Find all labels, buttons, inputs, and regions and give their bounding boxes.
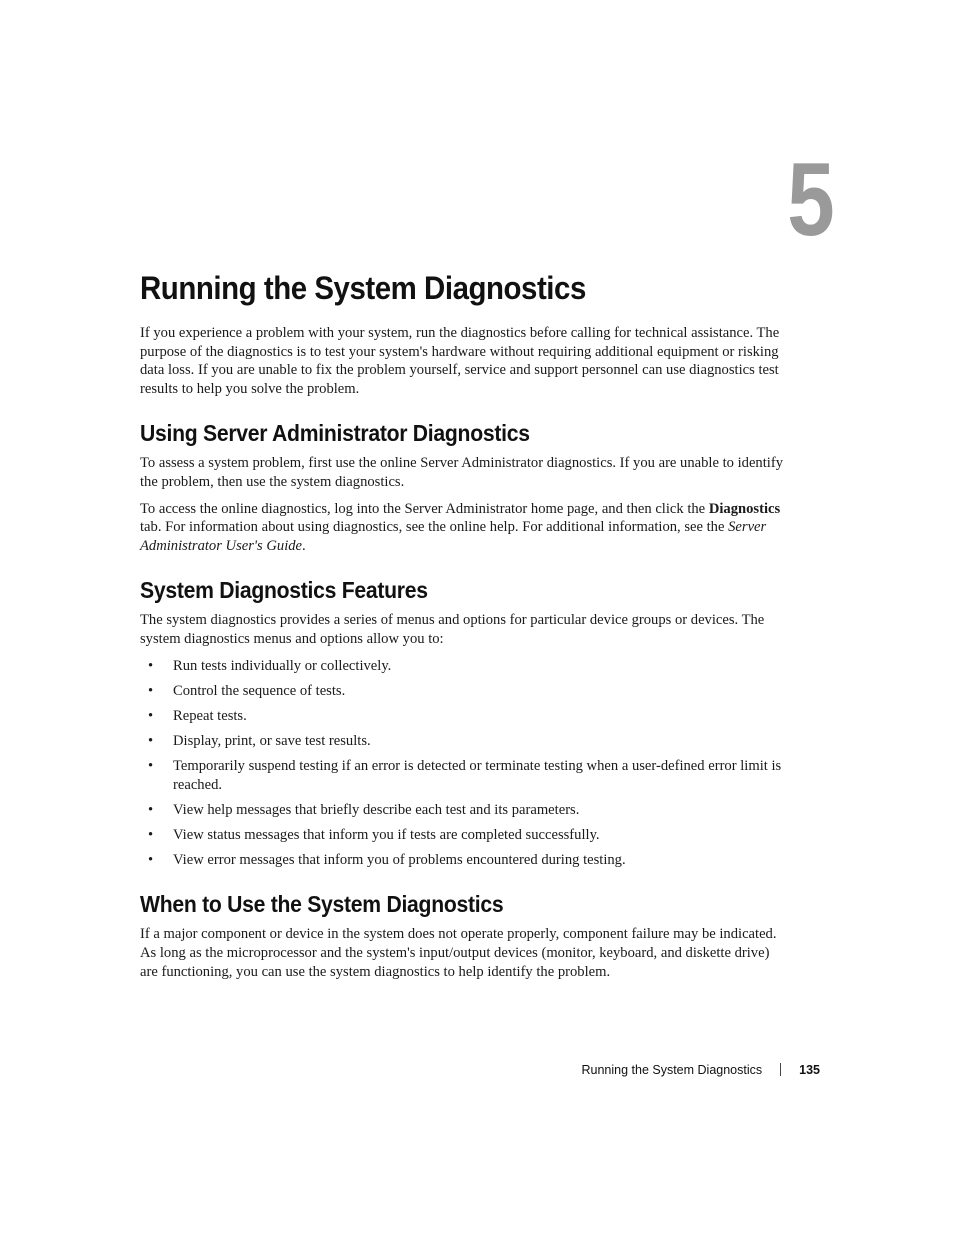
list-item-text: Control the sequence of tests. (173, 682, 346, 699)
list-item (140, 757, 790, 794)
features-intro: The system diagnostics provides a series of menus and options for particular device groups or devices. The system diagnostics menus and options allow you to: (140, 612, 765, 647)
list-item-text: View error messages that inform you of problems encountered during testing. (173, 851, 626, 868)
chapter-intro: If you experience a problem with your system, run the diagnostics before calling for technical assistance. The purpose of the diagnostics is to test your system's hardware without requiring additional equipment or risking data loss. If you are unable to fix the problem yourself, service and support personnel can use diagnostics test results to help you solve the problem. (140, 325, 780, 397)
list-item (140, 707, 790, 726)
list-item (140, 801, 790, 820)
list-item (140, 682, 790, 701)
when-to-use-paragraph: If a major component or device in the system does not operate properly, component failure may be indicated. As long as the microprocessor and the system's input/output devices (monitor, keyboard, and diskette drive) are functioning, you can use the system diagnostics to help identify the problem. (140, 926, 777, 980)
list-item-text: Run tests individually or collectively. (173, 657, 392, 674)
bullet: • (148, 826, 154, 843)
bullet: • (148, 682, 154, 699)
list-item (140, 732, 790, 751)
list-item-text: Display, print, or save test results. (173, 732, 371, 749)
heading-when-to-use: When to Use the System Diagnostics (140, 891, 504, 918)
bullet: • (148, 851, 154, 868)
chapter-number: 5 (787, 142, 835, 258)
chapter-title: Running the System Diagnostics (140, 270, 586, 306)
server-admin-paragraph-1: To assess a system problem, first use the online Server Administrator diagnostics. If you are unable to identify the problem, then use the system diagnostics. (140, 455, 783, 490)
server-admin-text-2: tab. For information about using diagnostics, see the online help. For additional information, see the (140, 519, 729, 536)
list-item-text: View status messages that inform you if tests are completed successfully. (173, 826, 600, 843)
users-guide-title: Server Administrator User's Guide (140, 519, 767, 554)
page-number: 135 (799, 1063, 820, 1077)
server-admin-paragraph-2 (140, 500, 790, 556)
page-footer (581, 1061, 820, 1079)
list-item-text: Repeat tests. (173, 707, 247, 724)
list-item-text: View help messages that briefly describe each test and its parameters. (173, 801, 580, 818)
bullet: • (148, 707, 154, 724)
footer-running-title: Running the System Diagnostics (581, 1063, 763, 1077)
bullet: • (148, 757, 154, 774)
features-list (140, 657, 790, 870)
server-admin-text-1: To access the online diagnostics, log into the Server Administrator home page, and then click the (140, 500, 709, 517)
page-content (140, 266, 790, 989)
list-item-text: Temporarily suspend testing if an error is detected or terminate testing when a user-defined error limit is reached. (173, 757, 782, 793)
diagnostics-tab-name: Diagnostics (708, 500, 781, 517)
list-item (140, 826, 790, 845)
bullet: • (148, 801, 154, 818)
bullet: • (148, 732, 154, 749)
heading-server-admin-diagnostics: Using Server Administrator Diagnostics (140, 420, 530, 447)
heading-features: System Diagnostics Features (140, 577, 428, 604)
bullet: • (148, 657, 154, 674)
footer-separator (780, 1063, 781, 1076)
list-item (140, 851, 790, 870)
list-item (140, 657, 790, 676)
server-admin-text-3: . (302, 537, 306, 554)
